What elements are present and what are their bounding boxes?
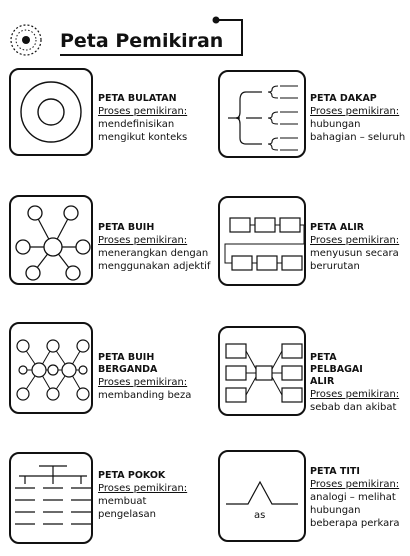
peta-buih-berganda-diagram: [11, 324, 95, 416]
peta-alir-card: [218, 196, 306, 286]
map-name: PETA ALIR: [310, 222, 365, 233]
page-header: [2, 8, 252, 64]
peta-bulatan-desc: [98, 93, 202, 144]
page-title: Peta Pemikiran: [60, 30, 224, 52]
peta-titi-diagram: [220, 452, 308, 544]
map-name: PETA TITI: [310, 466, 360, 477]
map-name: PETA BUIH: [98, 222, 155, 233]
process-text: sebab dan akibat: [310, 402, 397, 413]
peta-alir-diagram: [220, 198, 308, 288]
peta-pelbagai-alir-diagram: [220, 328, 308, 418]
map-name: PETA BUIH BERGANDA: [98, 352, 158, 375]
peta-bulatan-card: [9, 68, 93, 156]
peta-pelbagai-alir-desc: [310, 352, 410, 414]
peta-dakap-diagram: [220, 72, 308, 160]
process-text: mendefinisikan mengikut konteks: [98, 119, 188, 143]
process-label: Proses pemikiran:: [310, 106, 400, 117]
peta-bulatan-diagram: [11, 70, 95, 158]
process-label: Proses pemikiran:: [98, 483, 188, 494]
peta-titi-card: [218, 450, 306, 542]
process-text: analogi – melihat hubungan beberapa perkara: [310, 492, 400, 529]
peta-pokok-diagram: [11, 454, 95, 546]
peta-buih-diagram: [11, 197, 95, 287]
process-text: membanding beza: [98, 390, 192, 401]
badge-icon: [11, 25, 41, 55]
process-text: menerangkan dengan menggunakan adjektif: [98, 248, 211, 272]
map-name: PETA POKOK: [98, 470, 166, 481]
peta-pokok-card: [9, 452, 93, 544]
peta-buih-card: [9, 195, 93, 285]
process-label: Proses pemikiran:: [310, 479, 400, 490]
process-label: Proses pemikiran:: [98, 235, 188, 246]
process-text: membuat pengelasan: [98, 496, 156, 520]
process-text: menyusun secara berurutan: [310, 248, 399, 272]
peta-pelbagai-alir-card: [218, 326, 306, 416]
process-text: hubungan bahagian – seluruh: [310, 119, 406, 143]
peta-dakap-desc: [310, 93, 410, 144]
map-name: PETA PELBAGAI ALIR: [310, 352, 363, 387]
process-label: Proses pemikiran:: [310, 389, 400, 400]
map-name: PETA BULATAN: [98, 93, 177, 104]
map-name: PETA DAKAP: [310, 93, 377, 104]
peta-dakap-card: [218, 70, 306, 158]
peta-pokok-desc: [98, 470, 206, 521]
peta-buih-berganda-desc: [98, 352, 208, 402]
process-label: Proses pemikiran:: [98, 106, 188, 117]
bridge-word: as: [254, 510, 266, 521]
peta-alir-desc: [310, 222, 410, 273]
peta-buih-berganda-card: [9, 322, 93, 414]
process-label: Proses pemikiran:: [310, 235, 400, 246]
peta-buih-desc: [98, 222, 212, 273]
process-label: Proses pemikiran:: [98, 377, 188, 388]
peta-titi-desc: [310, 466, 410, 530]
